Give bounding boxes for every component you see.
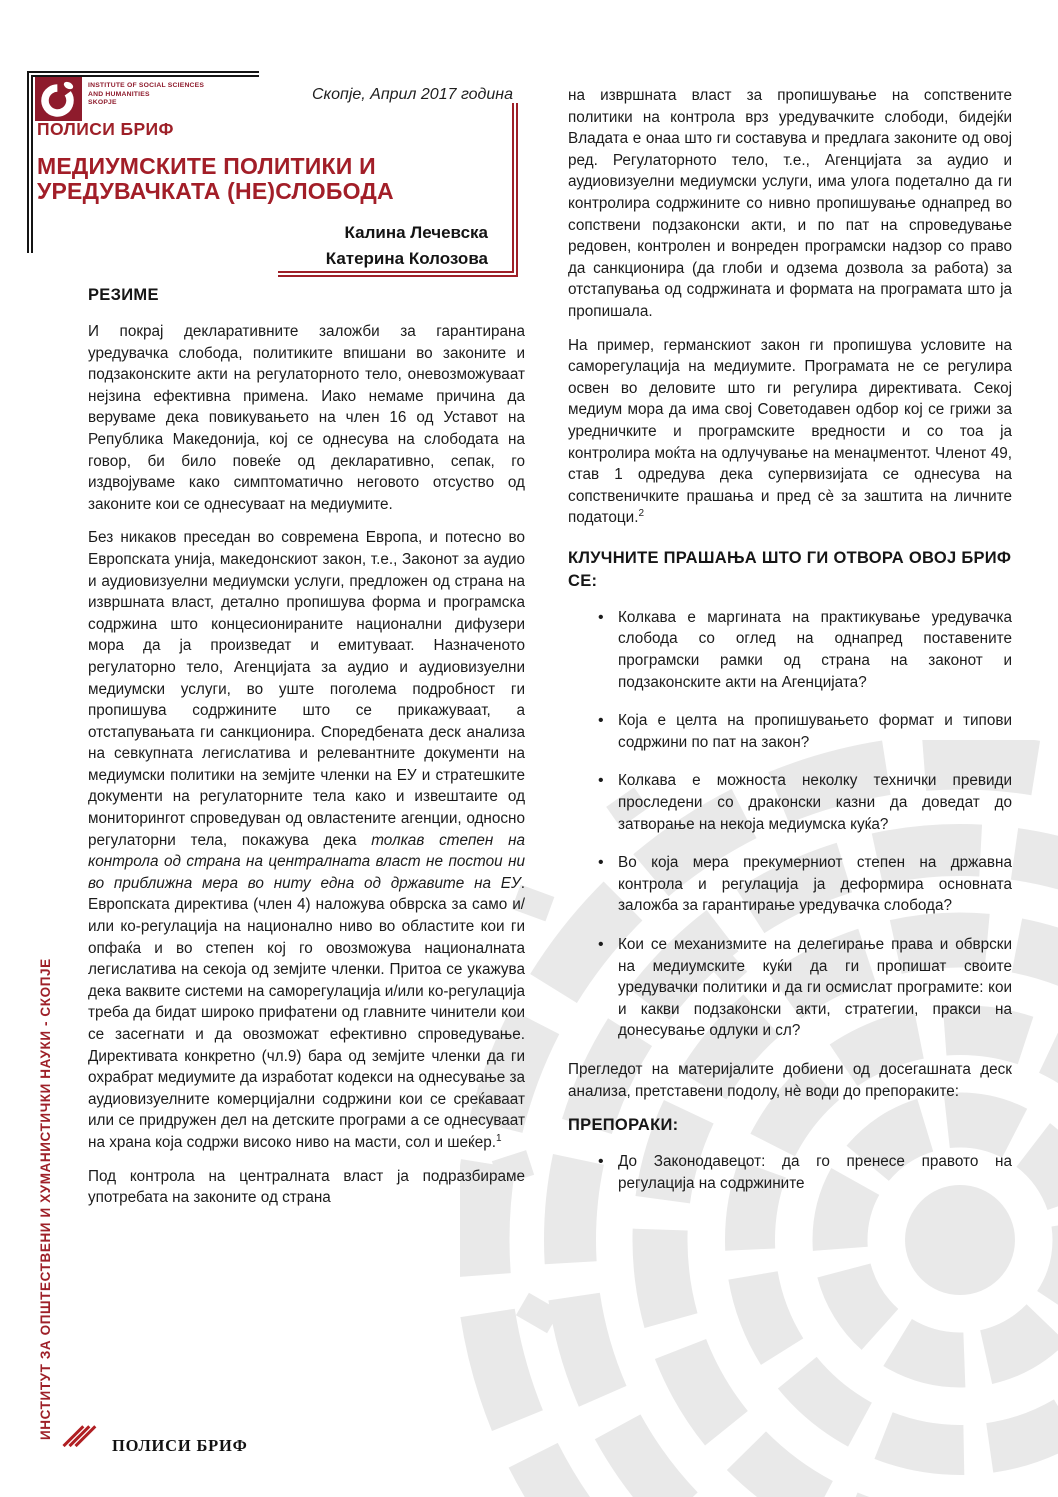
paragraph-text: На пример, германскиот закон ги пропишува условите на саморегулација на медиумите. Програмата не се регулира освен во деловите што ги регулира директивата. Секој медиум мора да има свој Советодавен одбор кој се грижи за уредничките и програмските вредности и со тоа ја контролира моќта на одлучување на менаџментот. Членот 49, став 1 одредува дека супервизијата се однесува на сопственичките прашања и пред сè за заштита на личните податоци.	[568, 336, 1012, 527]
paragraph	[88, 1166, 525, 1209]
paragraph-text: Под контрола на централната власт ја подразбираме употребата на законите од страна	[88, 1167, 525, 1207]
right-column	[568, 85, 1012, 1211]
logo-text-line1: INSTITUTE OF SOCIAL SCIENCES	[88, 82, 205, 89]
question-item: • Колкава е можноста неколку технички превиди проследени со драконски казни да доведат до затворање на некоја медиумска куќа?	[568, 770, 1012, 835]
page-title-line1: МЕДИУМСКИТЕ ПОЛИТИКИ И	[37, 153, 376, 179]
question-item: • Во која мера прекумерниот степен на државна контрола и регулација ја деформира основната заложба за гарантирање уредувачка слобода?	[568, 852, 1012, 917]
paragraph-text: Без никаков преседан во современа Европа, и потесно во Европската унија, македонскиот закон, т.е., Законот за аудио и аудиовизуелни медиумски услуги, предложен од страна на извршната власт, детално пропишува форма и програмска содржина што концесионираните национални дифузери мора да ја произведат и емитуваат. Назначеното регулаторно тело, Агенцијата за аудио и аудиовизуелни медиумски услуги, во уште поголема подробност ги пропишува содржините што се прикажуваат, а отстапувањата ги санкционира. Споредбената деск анализа на севкупната легислатива и релевантните документи на медиумски политики на земјите членки на ЕУ и стратешките документи на регулаторните тела како и извештаите од мониторингот спроведуван од овластените агенции, односно регулаторни тела, покажува дека	[88, 529, 525, 849]
logo-text-line3: SKOPJE	[88, 99, 117, 106]
paragraph-text: . Европската директива (член 4) наложува обврска за само и/или ко-регулација на национално ниво во областите кои ги опфаќа и во степен кој го овозможува националната легислатива на секоја од земјите членки. Притоа се укажува дека ваквите системи на саморегулација и/или ко-регулација треба да бидат широко прифатени од главните чинители кои се засегнати и да овозможат ефективно спроведување. Директивата конкретно (чл.9) бара од земјите членки да ги охрабрат медиумите да изработат кодекси на однесување за аудиовизуелните комерцијални содржини кои се среќаваат или се придружен дел на детските програми а се однесуваат на храна која содржи високо ниво на масти, сол и шеќер.	[88, 874, 525, 1151]
paragraph-italic-text: толкав степен на контрола од страна на централната власт не постои ни во приближна мера во ниту една од државите на ЕУ	[88, 831, 525, 892]
left-column	[88, 284, 525, 1221]
sidebar-vertical-text: ИНСТИТУТ ЗА ОПШТЕСТВЕНИ И ХУМАНИСТИЧКИ НАУКИ - СКОПЈЕ	[38, 958, 53, 1440]
paragraph-text: И покрај декларативните заложби за гарантирана уредувачка слобода, политиките впишани во законите и подзаконските акти на регулаторното тело, оневозможуваат нејзина ефективна примена. Иако немаме причина да веруваме дека повикувањето на член 16 од Уставот на Република Македонија, кој се однесува на слободата на говор, би било повеќе од декларативно, сепак, го издвојуваме како симптоматично неговото отсуство од законите кои се однесуваат на медиумите.	[88, 323, 525, 513]
issue-date: Скопје, Април 2017 година	[312, 86, 513, 103]
author-name: Катерина Колозова	[325, 249, 488, 268]
paragraph	[568, 1059, 1012, 1102]
footnote-marker: 2	[638, 508, 645, 520]
paragraph-text: на извршната власт за пропишување на сопствените политики на контрола врз уредувачките слободи, бидејќи Владата е онаа што ги составува и предлага законите од овој ред. Регулаторното тело, т.е., Агенцијата за аудио и аудиовизуелни медиумски услуги, има улога подетално да ги контролира содржините со нивно пропишување однапред во сопствени подзаконски акти, и по пат на спроведување редовен, контролен и вонреден програмски надзор со право да санкционира (да глоби и одзема дозвола за работа) за отстапувања од содржината и формата на програмата што ја пропишала.	[568, 87, 1012, 320]
kicker-label: ПОЛИСИ БРИФ	[37, 119, 174, 139]
recommendations-list	[568, 1151, 1012, 1194]
authors	[268, 220, 488, 272]
summary-heading: РЕЗИМЕ	[88, 286, 159, 304]
question-item: • Кои се механизмите на делегирање права и обврски на медиумските куќи да ги пропишат своите уредувачки политики и да ги осмислат програмите: кои и какви подзаконски акти, стратегии, пракси на донесување одлуки и сл?	[568, 934, 1012, 1042]
slashes-icon	[64, 1421, 96, 1453]
footer-label: ПОЛИСИ БРИФ	[112, 1436, 248, 1455]
page-title	[37, 154, 507, 203]
questions-heading: КЛУЧНИТЕ ПРАШАЊА ШТО ГИ ОТВОРА ОВОЈ БРИФ СЕ:	[568, 548, 1012, 590]
paragraph	[88, 321, 525, 515]
institute-logo	[35, 77, 82, 121]
question-item: • Која е целта на пропишувањето формат и типови содржини по пат на закон?	[568, 710, 1012, 753]
recommendations-heading: ПРЕПОРАКИ:	[568, 1116, 679, 1135]
question-item: • Колкава е маргината на практикување уредувачка слобода со оглед на однапред поставените програмски рамки од страна на законот и подзаконските акти на Агенцијата?	[568, 607, 1012, 693]
logo-text-line2: AND HUMANITIES	[88, 90, 150, 98]
paragraph	[88, 527, 525, 1153]
paragraph	[568, 335, 1012, 529]
footnote-marker: 1	[496, 1132, 502, 1144]
author-name: Калина Лечевска	[344, 223, 488, 242]
institute-logo-text	[88, 82, 218, 108]
recommendation-item: • До Законодавецот: да го пренесе правото на регулација на содржините	[568, 1151, 1012, 1194]
logo-mark-icon	[35, 77, 82, 121]
questions-list	[568, 607, 1012, 1042]
paragraph-text: Прегледот на материјалите добиени од досегашната деск анализа, претставени подолу, нè води до препораките:	[568, 1060, 1012, 1100]
page-title-line2: УРЕДУВАЧКАТА (НЕ)СЛОБОДА	[37, 177, 394, 204]
paragraph	[568, 85, 1012, 323]
